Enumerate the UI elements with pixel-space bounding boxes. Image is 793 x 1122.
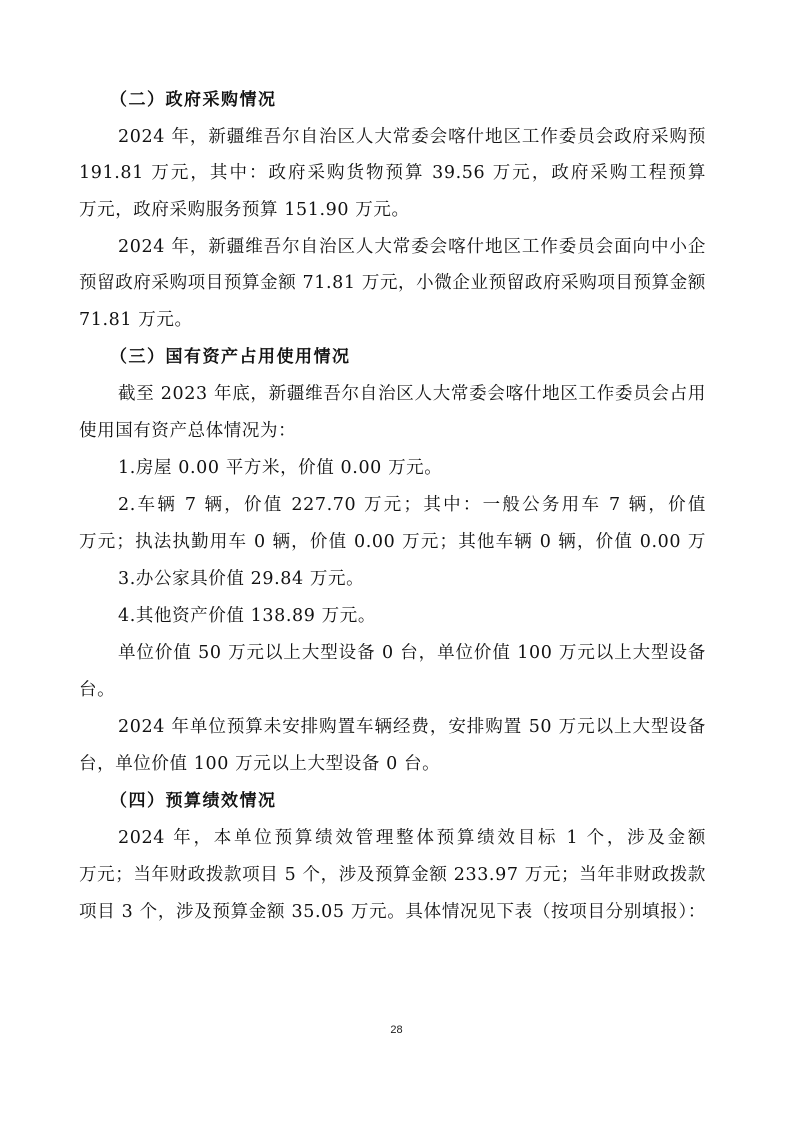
paragraph-line: 项目 3 个，涉及预算金额 35.05 万元。具体情况见下表（按项目分别填报）： <box>79 902 706 922</box>
paragraph-line: 截至 2023 年底，新疆维吾尔自治区人大常委会喀什地区工作委员会占用 <box>118 384 706 404</box>
paragraph-line: 单位价值 50 万元以上大型设备 0 台，单位价值 100 万元以上大型设备 <box>118 643 706 663</box>
paragraph-line: 191.81 万元，其中：政府采购货物预算 39.56 万元，政府采购工程预算 <box>79 163 706 183</box>
page-number: 28 <box>390 1024 403 1036</box>
paragraph-line: 71.81 万元。 <box>79 310 193 330</box>
section-heading-assets: （三）国有资产占用使用情况 <box>110 347 351 367</box>
list-item-housing: 1.房屋 0.00 平方米，价值 0.00 万元。 <box>118 458 443 478</box>
paragraph-line: 2024 年，新疆维吾尔自治区人大常委会喀什地区工作委员会政府采购预 <box>118 127 706 147</box>
paragraph-line: 台。 <box>79 680 116 700</box>
list-item-vehicles: 2.车辆 7 辆，价值 227.70 万元；其中：一般公务用车 7 辆，价值 <box>118 495 706 515</box>
list-item-other-assets: 4.其他资产价值 138.89 万元。 <box>118 606 376 626</box>
paragraph-line: 预留政府采购项目预算金额 71.81 万元，小微企业预留政府采购项目预算金额 <box>79 273 706 293</box>
section-heading-procurement: （二）政府采购情况 <box>110 90 277 110</box>
paragraph-line: 2024 年单位预算未安排购置车辆经费，安排购置 50 万元以上大型设备 <box>118 717 706 737</box>
paragraph-line: 2024 年，本单位预算绩效管理整体预算绩效目标 1 个，涉及金额 <box>118 828 706 848</box>
paragraph-line: 2024 年，新疆维吾尔自治区人大常委会喀什地区工作委员会面向中小企 <box>118 237 706 257</box>
paragraph-line: 万元，政府采购服务预算 151.90 万元。 <box>79 200 410 220</box>
paragraph-line: 万元；当年财政拨款项目 5 个，涉及预算金额 233.97 万元；当年非财政拨款 <box>79 865 706 885</box>
paragraph-line: 使用国有资产总体情况为： <box>79 421 297 441</box>
paragraph-line: 万元；执法执勤用车 0 辆，价值 0.00 万元；其他车辆 0 辆，价值 0.00 万 <box>79 532 706 552</box>
paragraph-line: 台，单位价值 100 万元以上大型设备 0 台。 <box>79 754 441 774</box>
list-item-furniture: 3.办公家具价值 29.84 万元。 <box>118 569 365 589</box>
section-heading-performance: （四）预算绩效情况 <box>110 791 277 811</box>
